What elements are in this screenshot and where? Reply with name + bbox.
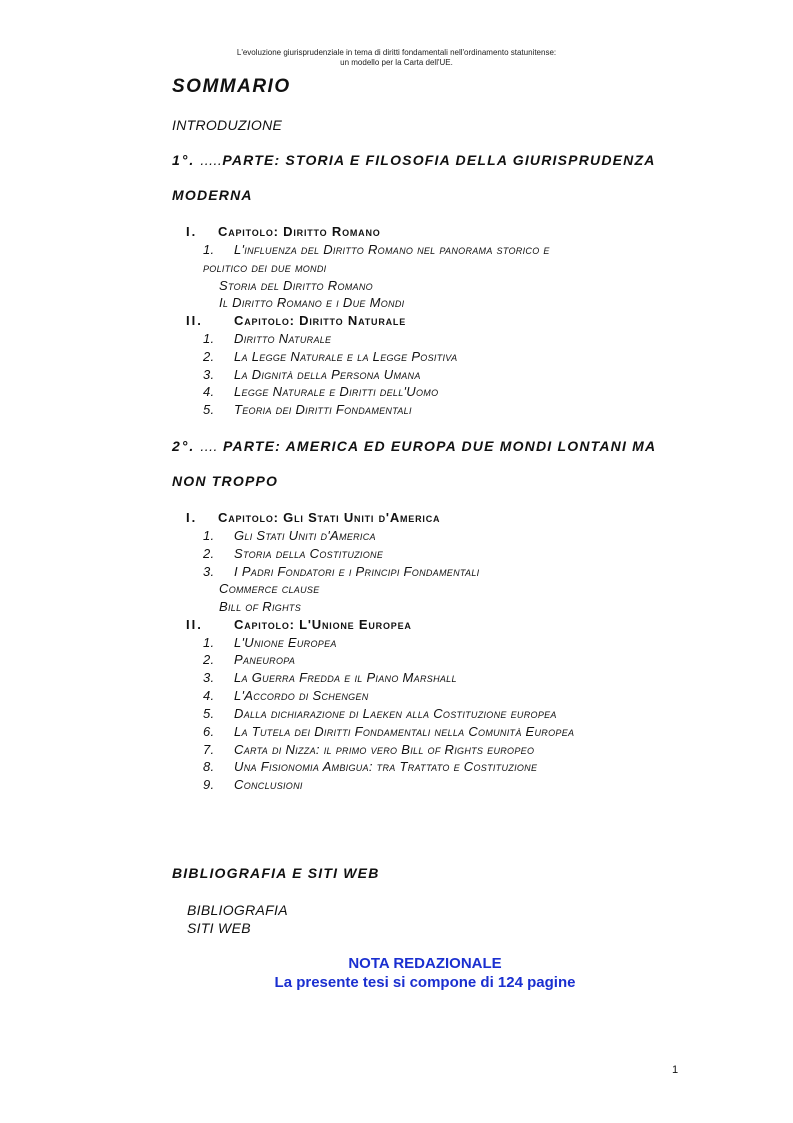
- toc-item: [203, 528, 376, 543]
- item-text: La Tutela dei Diritti Fondamentali nella Comunità Europea: [234, 724, 575, 739]
- chapter-title: Capitolo: Diritto Naturale: [234, 313, 407, 328]
- toc-item: [203, 759, 537, 774]
- toc-item: [203, 652, 295, 667]
- item-text: Diritto Naturale: [234, 331, 332, 346]
- item-text: La Legge Naturale e la Legge Positiva: [234, 349, 458, 364]
- toc-item: [203, 384, 438, 399]
- page-title: SOMMARIO: [172, 76, 291, 97]
- toc-item-continuation: politico dei due mondi: [203, 260, 327, 275]
- item-number: 1.: [203, 528, 215, 543]
- item-number: 1.: [203, 635, 215, 650]
- item-number: 2.: [203, 546, 215, 561]
- chapter-roman: I.: [186, 224, 198, 239]
- item-text: Storia della Costituzione: [234, 546, 384, 561]
- item-text: Carta di Nizza: il primo vero Bill of Rights europeo: [234, 742, 535, 757]
- item-text: Gli Stati Uniti d'America: [234, 528, 376, 543]
- chapter-roman: I.: [186, 510, 198, 525]
- toc-item: [203, 706, 557, 721]
- item-number: 1.: [203, 242, 215, 257]
- item-number: 5.: [203, 402, 215, 417]
- item-number: 4.: [203, 384, 215, 399]
- running-header-line-2: un modello per la Carta dell'UE.: [340, 58, 453, 67]
- item-text: I Padri Fondatori e i Principi Fondamentali: [234, 564, 480, 579]
- toc-item: [203, 670, 457, 685]
- toc-item: [203, 688, 369, 703]
- item-text: Legge Naturale e Diritti dell'Uomo: [234, 384, 439, 399]
- toc-item: [203, 402, 412, 417]
- toc-item: [203, 777, 303, 792]
- item-text: Teoria dei Diritti Fondamentali: [234, 402, 412, 417]
- item-number: 1.: [203, 331, 215, 346]
- part-1-dots: .....: [200, 152, 223, 168]
- item-text: La Guerra Fredda e il Piano Marshall: [234, 670, 457, 685]
- toc-subitem: Il Diritto Romano e i Due Mondi: [219, 295, 405, 310]
- toc-item: [203, 546, 383, 561]
- bibliography-item: SITI WEB: [187, 920, 251, 936]
- page-number: 1: [672, 1064, 679, 1076]
- chapter-title: Capitolo: L'Unione Europea: [234, 617, 412, 632]
- part-1-title: PARTE: STORIA E FILOSOFIA DELLA GIURISPRUDENZA: [222, 152, 656, 168]
- item-text: La Dignità della Persona Umana: [234, 367, 421, 382]
- toc-subitem: Storia del Diritto Romano: [219, 278, 373, 293]
- item-text: L'Unione Europea: [234, 635, 337, 650]
- item-number: 2.: [203, 652, 215, 667]
- item-number: 2.: [203, 349, 215, 364]
- editorial-note-heading: NOTA REDAZIONALE: [348, 955, 502, 972]
- editorial-note-text: La presente tesi si compone di 124 pagine: [274, 974, 576, 991]
- item-number: 4.: [203, 688, 215, 703]
- part-2-title-continuation: NON TROPPO: [172, 473, 279, 489]
- running-header-line-1: L'evoluzione giurisprudenziale in tema di diritti fondamentali nell'ordinamento statunitense:: [236, 48, 557, 57]
- part-2-chapter-1: [186, 510, 440, 525]
- item-number: 7.: [203, 742, 215, 757]
- part-1-chapter-2: [186, 313, 406, 328]
- item-number: 3.: [203, 670, 215, 685]
- bibliography-item: BIBLIOGRAFIA: [187, 902, 288, 918]
- item-number: 3.: [203, 367, 215, 382]
- item-number: 9.: [203, 777, 215, 792]
- item-text: Dalla dichiarazione di Laeken alla Costituzione europea: [234, 706, 557, 721]
- toc-item: [203, 349, 457, 364]
- part-2-number: 2°.: [172, 438, 196, 454]
- toc-introduction: INTRODUZIONE: [172, 117, 283, 133]
- item-text: Una Fisionomia Ambigua: tra Trattato e Costituzione: [234, 759, 538, 774]
- chapter-title: Capitolo: Diritto Romano: [218, 224, 381, 239]
- part-1-chapter-1: [186, 224, 381, 239]
- toc-item: [203, 724, 574, 739]
- part-2-chapter-2: [186, 617, 412, 632]
- item-text: Paneuropa: [234, 652, 296, 667]
- item-text: L'Accordo di Schengen: [234, 688, 369, 703]
- part-1-number: 1°.: [172, 152, 196, 168]
- part-2-dots: ....: [200, 438, 218, 454]
- chapter-title: Capitolo: Gli Stati Uniti d'America: [218, 510, 441, 525]
- toc-item: [203, 742, 534, 757]
- chapter-roman: II.: [186, 313, 203, 328]
- item-number: 8.: [203, 759, 215, 774]
- toc-item: [203, 367, 421, 382]
- bibliography-heading: BIBLIOGRAFIA E SITI WEB: [172, 865, 380, 881]
- toc-item: [203, 242, 550, 257]
- toc-subitem: Bill of Rights: [219, 599, 301, 614]
- part-2-title: PARTE: AMERICA ED EUROPA DUE MONDI LONTANI MA: [223, 438, 657, 454]
- item-text: L'influenza del Diritto Romano nel panorama storico e: [234, 242, 550, 257]
- toc-item: [203, 331, 331, 346]
- toc-subitem: Commerce clause: [219, 581, 320, 596]
- part-1-title-continuation: MODERNA: [172, 187, 253, 203]
- item-number: 3.: [203, 564, 215, 579]
- item-number: 6.: [203, 724, 215, 739]
- chapter-roman: II.: [186, 617, 203, 632]
- item-text: Conclusioni: [234, 777, 303, 792]
- item-number: 5.: [203, 706, 215, 721]
- part-1-heading: [172, 152, 656, 168]
- part-2-heading: [172, 438, 656, 454]
- toc-item: [203, 635, 337, 650]
- toc-item: [203, 564, 479, 579]
